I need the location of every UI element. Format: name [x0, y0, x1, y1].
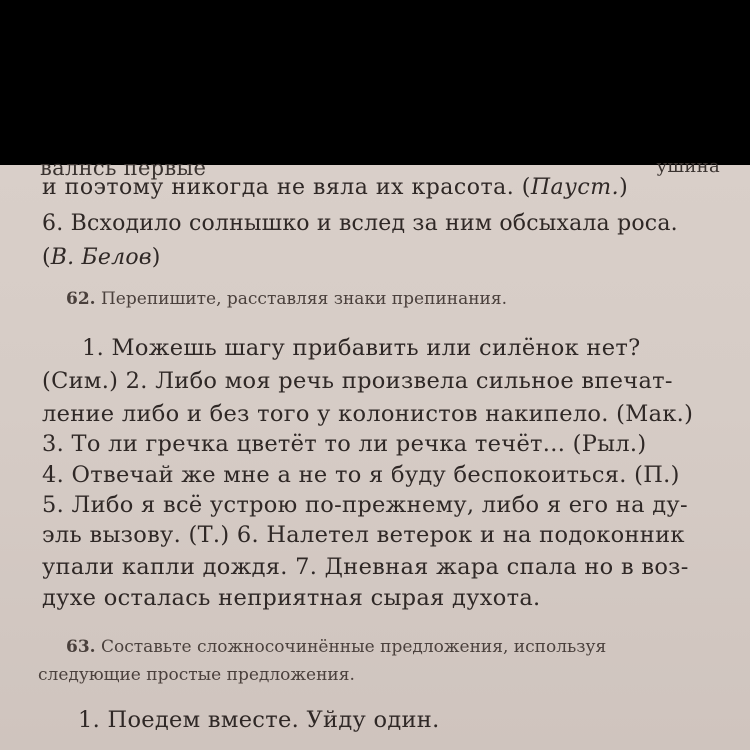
exercise-62-instruction: Перепишите, расставляя знаки препинания.: [100, 289, 507, 309]
exercise-62-line-5: 4. Отвечай же мне а не то я буду беспокоиться. (П.): [42, 462, 680, 488]
prev-exercise-line-1: и поэтому никогда не вяла их красота. (Пауст.): [42, 175, 629, 200]
textbook-page: [0, 156, 750, 750]
exercise-62-heading: [66, 289, 507, 309]
exercise-63-heading: [66, 637, 606, 657]
exercise-62-line-7: эль вызову. (Т.) 6. Налетел ветерок и на подоконник: [42, 522, 685, 548]
exercise-62-line-4: 3. То ли гречка цветёт то ли речка течёт... (Рыл.): [42, 431, 647, 457]
cut-off-right-text: ушина: [656, 156, 720, 177]
citation-belov: В. Белов: [50, 245, 152, 270]
exercise-62-line-6: 5. Либо я всё устрою по-прежнему, либо я его на ду-: [42, 492, 688, 518]
exercise-62-number: 62.: [66, 289, 96, 309]
exercise-62-line-1: 1. Можешь шагу прибавить или силёнок нет?: [82, 335, 641, 361]
exercise-62-line-9: духе осталась неприятная сырая духота.: [42, 585, 541, 611]
exercise-63-instruction-2: следующие простые предложения.: [38, 665, 355, 685]
exercise-63-instruction-1: Составьте сложносочинённые предложения, используя: [100, 637, 607, 657]
exercise-63-number: 63.: [66, 637, 96, 657]
exercise-62-line-2: (Сим.) 2. Либо моя речь произвела сильное впечат-: [42, 368, 673, 394]
exercise-62-line-8: упали капли дождя. 7. Дневная жара спала но в воз-: [42, 554, 689, 580]
citation-paust: Пауст.: [530, 175, 620, 200]
prev-line-1-text: и поэтому никогда не вяла их красота.: [42, 175, 515, 200]
exercise-62-line-3: ление либо и без того у колонистов накипело. (Мак.): [42, 401, 694, 427]
exercise-63-item-1: 1. Поедем вместе. Уйду один.: [78, 707, 440, 733]
prev-exercise-line-3: (В. Белов): [42, 245, 161, 270]
prev-exercise-line-2: 6. Всходило солнышко и вслед за ним обсыхала роса.: [42, 211, 678, 236]
cut-off-line: [40, 156, 740, 180]
cut-off-left-text: валнсь первые: [40, 156, 207, 180]
